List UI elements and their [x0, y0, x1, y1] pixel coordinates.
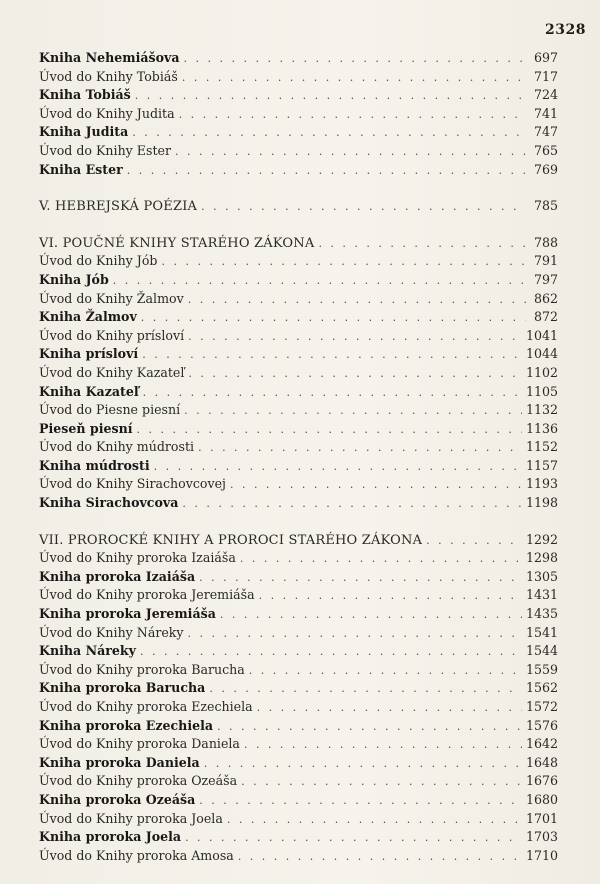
dot-leader — [318, 235, 526, 254]
toc-entry-page: 1680 — [525, 791, 558, 807]
toc-entry-page: 717 — [533, 68, 558, 84]
toc-entry-title: Kniha prísloví — [39, 346, 139, 362]
toc-entry-page: 797 — [533, 271, 558, 287]
dot-leader — [113, 272, 526, 291]
dot-leader — [135, 87, 526, 106]
toc-entry-page: 1435 — [525, 606, 558, 622]
toc-entry — [39, 642, 558, 661]
section-gap — [39, 216, 558, 234]
dot-leader — [241, 773, 522, 792]
toc-entry — [39, 475, 558, 494]
section-gap — [39, 179, 558, 197]
dot-leader — [137, 421, 522, 440]
dot-leader — [209, 680, 522, 699]
toc-entry — [39, 161, 558, 180]
toc-entry — [39, 290, 558, 309]
toc-entry-page: 1136 — [525, 420, 558, 436]
toc-entry — [39, 420, 558, 439]
toc-entry-page: 765 — [533, 142, 558, 158]
dot-leader — [227, 811, 522, 830]
toc-entry — [39, 383, 558, 402]
toc-entry — [39, 401, 558, 420]
toc-entry-page: 1102 — [525, 364, 558, 380]
toc-entry — [39, 438, 558, 457]
toc-entry-title: Úvod do Knihy Jób — [39, 253, 158, 269]
dot-leader — [188, 625, 522, 644]
toc-entry-title: Úvod do Knihy proroka Barucha — [39, 661, 245, 677]
dot-leader — [188, 365, 522, 384]
dot-leader — [141, 309, 526, 328]
toc-entry — [39, 271, 558, 290]
toc-entry-title: V. HEBREJSKÁ POÉZIA — [39, 199, 198, 215]
toc-entry-page: 862 — [533, 290, 558, 306]
toc-entry-title: Kniha Jób — [39, 271, 109, 287]
toc-entry-page: 1559 — [525, 661, 558, 677]
dot-leader — [220, 606, 522, 625]
toc-entry-title: Kniha Judita — [39, 124, 129, 140]
toc-entry-title: Úvod do Knihy múdrosti — [39, 439, 195, 455]
toc-entry-title: Úvod do Knihy Judita — [39, 105, 175, 121]
toc-entry — [39, 105, 558, 124]
toc-entry-page: 1157 — [525, 457, 558, 473]
dot-leader — [199, 792, 522, 811]
dot-leader — [240, 550, 522, 569]
toc-entry-title: Kniha proroka Jeremiáša — [39, 606, 216, 622]
toc-entry — [39, 828, 558, 847]
toc-section-heading — [39, 234, 558, 253]
dot-leader — [162, 253, 527, 272]
toc-entry-page: 1305 — [525, 568, 558, 584]
dot-leader — [182, 69, 526, 88]
toc-entry — [39, 791, 558, 810]
toc-entry-page: 1298 — [525, 550, 558, 566]
dot-leader — [204, 755, 522, 774]
toc-entry-title: Kniha proroka Ezechiela — [39, 717, 214, 733]
toc-entry — [39, 142, 558, 161]
toc-entry-page: 1676 — [525, 773, 558, 789]
toc-entry — [39, 457, 558, 476]
toc-entry-page: 769 — [533, 161, 558, 177]
toc-entry-title: Kniha Ester — [39, 161, 123, 177]
toc-entry-title: Kniha múdrosti — [39, 457, 150, 473]
toc-entry — [39, 847, 558, 866]
dot-leader — [154, 458, 522, 477]
dot-leader — [185, 829, 522, 848]
toc-entry — [39, 568, 558, 587]
toc-entry-title: VII. PROROCKÉ KNIHY A PROROCI STARÉHO ZÁKONA — [39, 532, 423, 548]
toc-entry — [39, 586, 558, 605]
toc-entry-title: Úvod do Knihy prísloví — [39, 327, 185, 343]
toc-entry — [39, 308, 558, 327]
dot-leader — [238, 848, 522, 867]
toc-entry-page: 872 — [533, 309, 558, 325]
toc-entry-page: 1576 — [525, 717, 558, 733]
toc-entry-page: 1703 — [525, 829, 558, 845]
dot-leader — [244, 736, 522, 755]
toc-entry-title: VI. POUČNÉ KNIHY STARÉHO ZÁKONA — [39, 235, 315, 251]
toc-entry-title: Úvod do Knihy proroka Izaiáša — [39, 550, 236, 566]
toc-entry-page: 1132 — [525, 402, 558, 418]
toc-entry-title: Úvod do Knihy proroka Daniela — [39, 736, 240, 752]
toc-entry-page: 1292 — [525, 531, 558, 547]
dot-leader — [140, 643, 522, 662]
toc-entry — [39, 661, 558, 680]
toc-entry-title: Kniha Tobiáš — [39, 87, 131, 103]
toc-entry-page: 1642 — [525, 736, 558, 752]
dot-leader — [142, 346, 522, 365]
toc-entry-page: 1701 — [525, 810, 558, 826]
toc-entry-page: 1572 — [525, 699, 558, 714]
dot-leader — [184, 402, 522, 421]
dot-leader — [257, 699, 522, 718]
dot-leader — [426, 532, 522, 551]
dot-leader — [199, 569, 522, 588]
toc-entry-title: Úvod do Knihy Ester — [39, 142, 171, 158]
toc-entry — [39, 49, 558, 68]
toc-entry-title: Úvod do Knihy proroka Ozeáša — [39, 773, 238, 789]
dot-leader — [230, 476, 522, 495]
toc-entry — [39, 123, 558, 142]
toc-entry-page: 1041 — [525, 327, 558, 343]
toc-entry-title: Kniha proroka Joela — [39, 829, 182, 845]
toc-entry-page: 1193 — [525, 476, 558, 492]
page-number: 2328 — [545, 22, 586, 38]
toc-entry-page: 1648 — [525, 754, 558, 770]
toc-entry-title: Kniha Sirachovcova — [39, 495, 179, 511]
toc-entry-page: 791 — [533, 253, 558, 269]
toc-section-heading — [39, 531, 558, 550]
toc-entry-page: 1198 — [525, 495, 558, 511]
toc-entry — [39, 345, 558, 364]
toc-entry-title: Kniha Náreky — [39, 643, 136, 659]
toc-entry-page: 788 — [533, 234, 558, 250]
toc-entry-page: 1541 — [525, 624, 558, 640]
toc-entry-title: Úvod do Knihy proroka Ezechiela — [39, 699, 253, 714]
toc-entry-page: 1562 — [525, 680, 558, 696]
toc-entry-page: 1431 — [525, 587, 558, 603]
dot-leader — [179, 106, 526, 125]
toc-entry — [39, 252, 558, 271]
toc-entry-title: Kniha proroka Daniela — [39, 754, 200, 770]
dot-leader — [188, 328, 522, 347]
toc-entry-title: Úvod do Knihy Žalmov — [39, 290, 184, 306]
toc-entry-title: Kniha proroka Ozeáša — [39, 791, 196, 807]
toc-entry — [39, 624, 558, 643]
dot-leader — [175, 143, 526, 162]
toc-entry-title: Kniha Kazateľ — [39, 383, 139, 399]
dot-leader — [217, 718, 522, 737]
dot-leader — [198, 439, 522, 458]
toc-entry-page: 741 — [533, 105, 558, 121]
section-gap — [39, 513, 558, 531]
dot-leader — [132, 124, 526, 143]
toc-entry-title: Kniha proroka Barucha — [39, 680, 206, 696]
dot-leader — [182, 495, 522, 514]
toc-entry-title: Úvod do Knihy Sirachovcovej — [39, 476, 226, 492]
dot-leader — [259, 587, 522, 606]
dot-leader — [249, 662, 522, 681]
toc-entry — [39, 717, 558, 736]
dot-leader — [184, 50, 526, 69]
dot-leader — [127, 162, 526, 181]
toc-entry — [39, 810, 558, 829]
dot-leader — [143, 384, 522, 403]
toc-entry-page: 697 — [533, 50, 558, 65]
toc-entry-title: Úvod do Knihy proroka Jeremiáša — [39, 587, 255, 603]
toc-entry-title: Kniha Žalmov — [39, 309, 137, 325]
toc-entry-page: 1710 — [525, 847, 558, 863]
toc-entry-title: Kniha proroka Izaiáša — [39, 568, 196, 584]
toc-entry-page: 785 — [533, 198, 558, 214]
toc-entry-title: Úvod do Piesne piesní — [39, 402, 181, 418]
toc-entry-page: 1105 — [525, 383, 558, 399]
toc-entry — [39, 754, 558, 773]
table-of-contents — [39, 49, 558, 865]
toc-entry — [39, 327, 558, 346]
toc-entry — [39, 364, 558, 383]
toc-entry — [39, 735, 558, 754]
toc-entry — [39, 86, 558, 105]
toc-entry-title: Úvod do Knihy Tobiáš — [39, 68, 178, 84]
toc-entry-page: 724 — [533, 87, 558, 103]
toc-entry-page: 1544 — [525, 643, 558, 659]
toc-entry-title: Kniha Nehemiášova — [39, 50, 180, 65]
toc-entry — [39, 494, 558, 513]
toc-entry — [39, 68, 558, 87]
toc-entry — [39, 605, 558, 624]
toc-entry-page: 1044 — [525, 346, 558, 362]
toc-entry-title: Úvod do Knihy Náreky — [39, 624, 184, 640]
toc-entry-title: Pieseň piesní — [39, 420, 133, 436]
toc-entry-title: Úvod do Knihy Kazateľ — [39, 364, 185, 380]
toc-entry — [39, 679, 558, 698]
toc-entry-page: 747 — [533, 124, 558, 140]
toc-section-heading — [39, 197, 558, 216]
toc-entry-title: Úvod do Knihy proroka Amosa — [39, 847, 234, 863]
toc-entry — [39, 698, 558, 717]
dot-leader — [201, 198, 526, 217]
toc-entry — [39, 549, 558, 568]
toc-entry — [39, 772, 558, 791]
dot-leader — [188, 291, 526, 310]
toc-entry-page: 1152 — [525, 439, 558, 455]
toc-entry-title: Úvod do Knihy proroka Joela — [39, 810, 223, 826]
